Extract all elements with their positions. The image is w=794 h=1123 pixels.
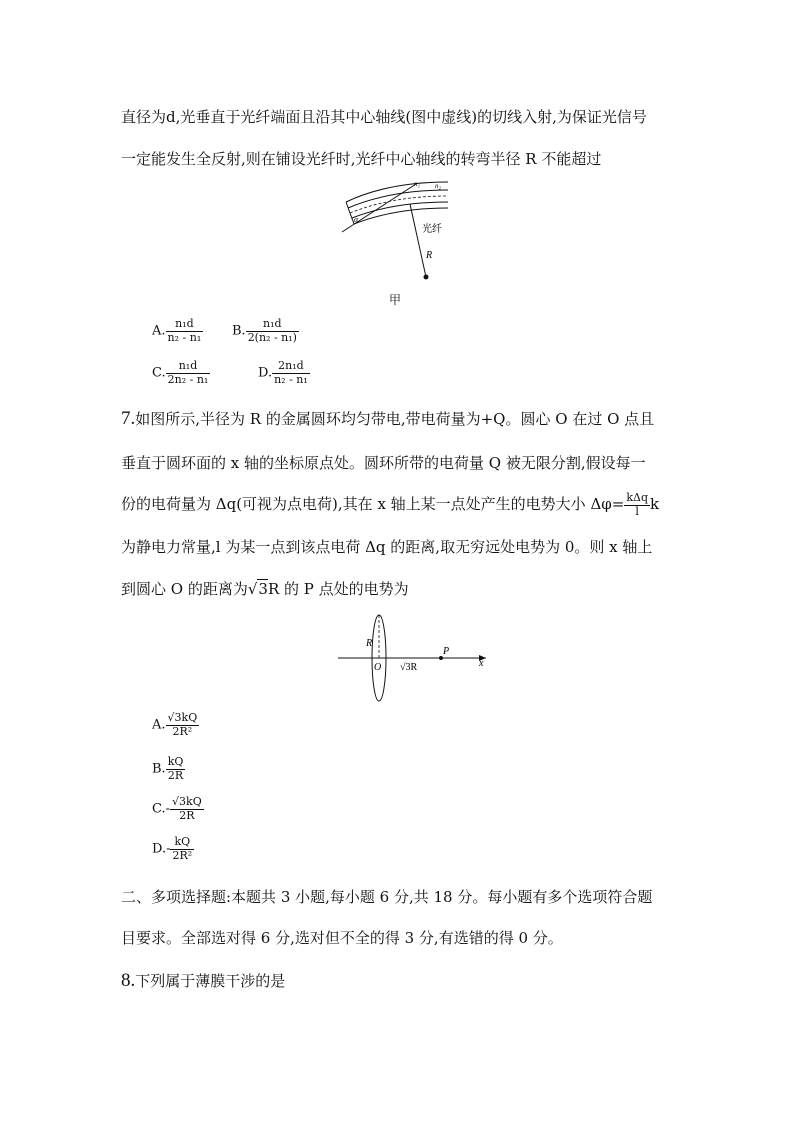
- fiber-outer-edge-top: [346, 182, 448, 202]
- fiber-outer-edge-bottom: [354, 208, 448, 224]
- option-label: A.: [152, 717, 166, 733]
- fraction-numerator: kΔq: [626, 491, 649, 504]
- option-label: C.-: [152, 801, 171, 817]
- q7-text-line5: 到圆心 O 的距离为√3R 的 P 点处的电势为: [121, 580, 409, 598]
- label-n2: n₂: [435, 182, 441, 190]
- q6-option-b[interactable]: [232, 318, 299, 344]
- option-fraction: [170, 836, 194, 862]
- fraction-denominator: 2R: [167, 768, 184, 782]
- bend-center-point: [424, 275, 429, 280]
- optical-fiber-figure: [338, 172, 458, 284]
- label-n1: n₁: [414, 180, 420, 188]
- label-fiber: 光纤: [422, 224, 442, 235]
- fiber-center-axis: [350, 196, 448, 213]
- option-label: D.: [258, 365, 273, 381]
- q6-option-a[interactable]: [152, 318, 203, 344]
- fraction-denominator: n₂ - n₁: [274, 372, 308, 386]
- fraction-denominator: 2R: [179, 808, 195, 822]
- option-label: D.-: [152, 841, 171, 857]
- label-radius: R: [426, 250, 433, 261]
- fraction-numerator: √3kQ: [167, 711, 198, 724]
- label-r: R: [366, 638, 373, 649]
- option-label: A.: [152, 323, 166, 339]
- q7-line1-text: 如图所示,半径为 R 的金属圆环均匀带电,带电荷量为+Q。圆心 O 在过 O 点且: [135, 410, 655, 428]
- option-fraction: [246, 318, 299, 344]
- label-p: P: [443, 646, 450, 657]
- q7-text-line2: 垂直于圆环面的 x 轴的坐标原点处。圆环所带的电荷量 Q 被无限分割,假设每一: [121, 454, 646, 472]
- fraction-numerator: kQ: [167, 755, 184, 768]
- sqrt-radicand: 3: [258, 580, 268, 598]
- option-label: C.: [152, 365, 166, 381]
- fraction-denominator: n₂ - n₁: [167, 330, 202, 344]
- q8-text: [121, 970, 285, 992]
- fraction-numerator: n₁d: [166, 360, 211, 374]
- potential-fraction: [624, 492, 650, 518]
- option-fraction: [272, 360, 310, 386]
- fraction-denominator: 2R²: [172, 724, 193, 738]
- label-alpha: α: [354, 215, 359, 224]
- q7-option-c[interactable]: [152, 796, 204, 822]
- fraction-numerator: √3kQ: [172, 795, 202, 808]
- label-distance: √3R: [400, 662, 418, 673]
- fraction-denominator: 2(n₂ - n₁): [247, 330, 297, 344]
- fraction-numerator: kQ: [170, 836, 194, 850]
- option-fraction: [166, 318, 204, 344]
- q7-option-b[interactable]: [152, 756, 185, 782]
- q7-text-line3: [121, 492, 659, 518]
- q7-line3-post: k: [650, 495, 660, 514]
- charged-ring-figure: [336, 610, 496, 710]
- fraction-denominator: 2n₂ - n₁: [167, 372, 209, 386]
- option-fraction: [166, 712, 200, 738]
- option-fraction: [166, 756, 186, 782]
- radius-line: [410, 204, 426, 277]
- figure-caption: 甲: [389, 293, 402, 307]
- fraction-numerator: 2n₁d: [272, 360, 310, 374]
- section2-heading-line2: 目要求。全部选对得 6 分,选对但不全的得 3 分,有选错的得 0 分。: [121, 929, 563, 947]
- q8-stem: 下列属于薄膜干涉的是: [135, 972, 286, 990]
- label-o: O: [374, 662, 382, 673]
- q7-text-line1: [121, 408, 654, 430]
- label-x: x: [479, 658, 484, 669]
- fraction-denominator: l: [635, 504, 639, 518]
- question-number: 8.: [121, 970, 136, 991]
- question-number: 7.: [121, 408, 136, 429]
- q7-option-a[interactable]: [152, 712, 199, 738]
- incident-ray: [342, 184, 416, 232]
- q7-line3-pre: 份的电荷量为 Δq(可视为点电荷),其在 x 轴上某一点处产生的电势大小 Δφ=: [121, 495, 625, 514]
- q7-line5-post: R 的 P 点处的电势为: [267, 580, 409, 598]
- q6-text-line2: 一定能发生全反射,则在铺设光纤时,光纤中心轴线的转弯半径 R 不能超过: [121, 150, 602, 168]
- option-fraction: [166, 360, 211, 386]
- q7-option-d[interactable]: [152, 836, 194, 862]
- option-fraction: [170, 796, 204, 822]
- q7-text-line4: 为静电力常量,l 为某一点到该点电荷 Δq 的距离,取无穷远处电势为 0。则 x 轴上: [121, 538, 653, 556]
- q6-text-line1: 直径为d,光垂直于光纤端面且沿其中心轴线(图中虚线)的切线入射,为保证光信号: [121, 108, 647, 126]
- q7-line5-pre: 到圆心 O 的距离为: [121, 580, 248, 598]
- option-label: B.: [152, 761, 166, 777]
- fiber-end-face: [346, 202, 354, 224]
- section2-heading-line1: 二、多项选择题:本题共 3 小题,每小题 6 分,共 18 分。每小题有多个选项符合题: [121, 888, 653, 906]
- q6-option-c[interactable]: [152, 360, 210, 386]
- fraction-numerator: n₁d: [246, 318, 299, 332]
- q6-option-d[interactable]: [258, 360, 310, 386]
- fraction-numerator: n₁d: [166, 318, 204, 332]
- option-label: B.: [232, 323, 246, 339]
- fraction-denominator: 2R²: [172, 848, 193, 862]
